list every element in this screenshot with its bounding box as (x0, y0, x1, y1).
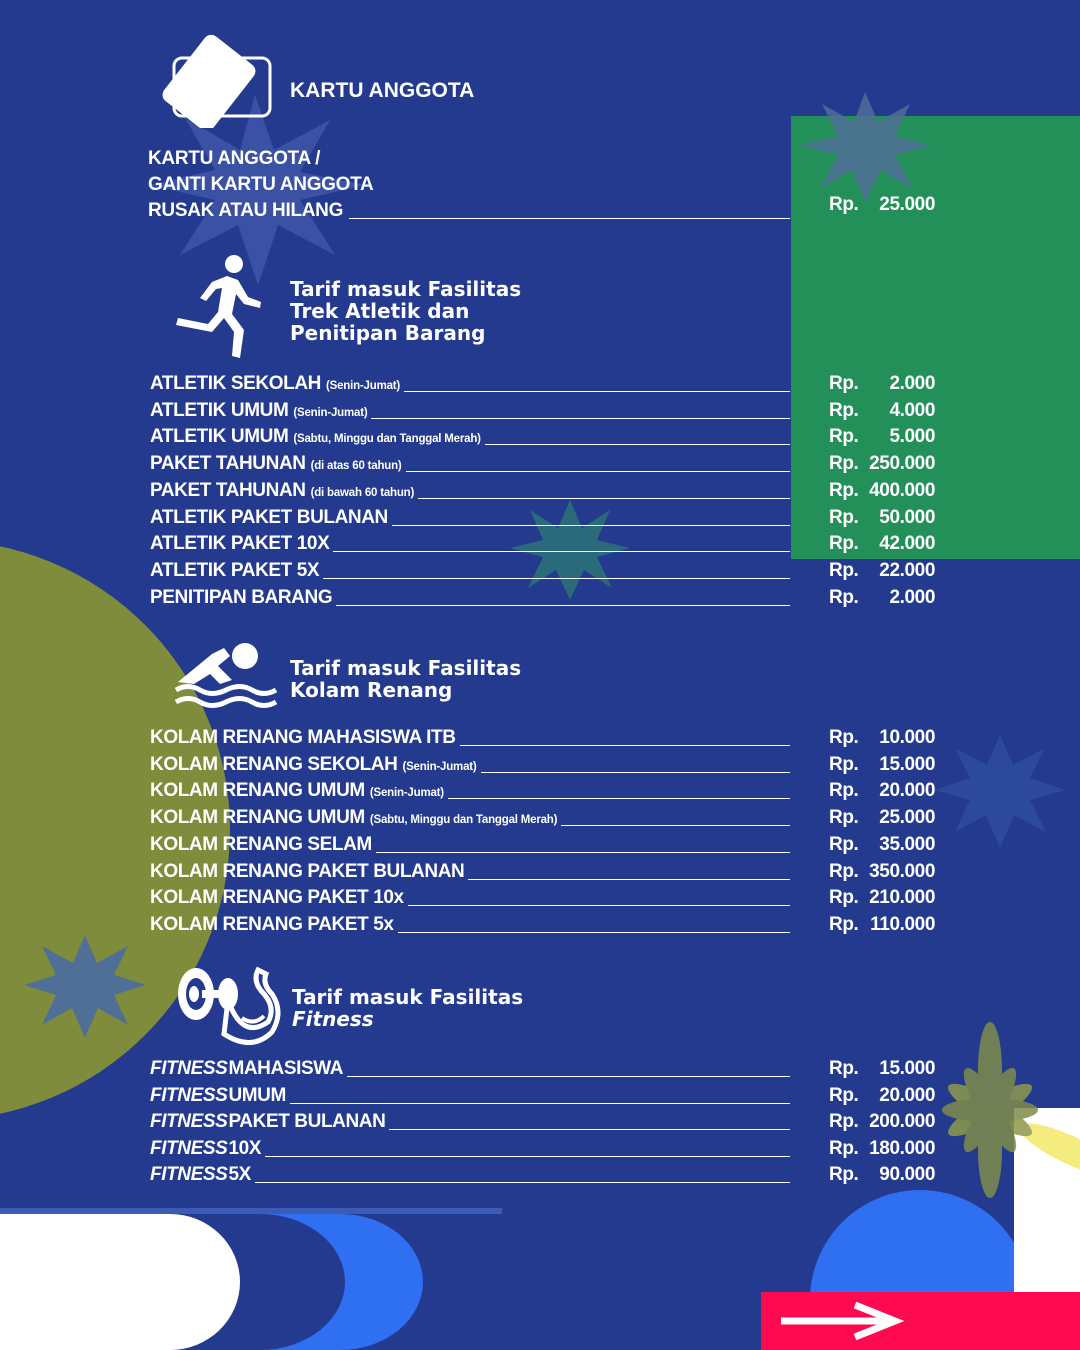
price-amount: 110.000 (870, 913, 935, 935)
item-price (829, 1164, 935, 1186)
item-price (829, 914, 935, 936)
item-name: 10X (228, 1137, 262, 1159)
price-label (150, 1085, 790, 1107)
membership-line1: KARTU ANGGOTA / (148, 148, 321, 169)
price-currency: Rp. (829, 887, 859, 909)
item-price (829, 754, 935, 776)
price-label (150, 373, 790, 395)
leader-line (468, 879, 790, 880)
membership-line2: GANTI KARTU ANGGOTA (148, 174, 374, 195)
item-name: KOLAM RENANG PAKET 10x (150, 887, 404, 909)
price-row (0, 780, 1080, 806)
item-price (829, 727, 935, 749)
price-row (0, 1138, 1080, 1164)
item-price (829, 400, 935, 422)
item-name: ATLETIK UMUM (150, 399, 289, 421)
item-name: ATLETIK PAKET 10X (150, 533, 330, 555)
runner-icon (172, 252, 272, 362)
leader-line (389, 1129, 790, 1130)
price-currency: Rp. (829, 373, 859, 394)
price-currency: Rp. (829, 913, 859, 935)
leader-line (376, 852, 790, 853)
price-row (0, 453, 1080, 479)
price-amount: 5.000 (889, 426, 935, 448)
fitness-prefix: FITNESS (150, 1137, 228, 1159)
item-name: PAKET BULANAN (228, 1111, 386, 1132)
price-amount: 25.000 (879, 807, 935, 829)
item-name: KOLAM RENANG UMUM (150, 807, 365, 829)
item-name: 5X (228, 1164, 251, 1185)
price-amount: 10.000 (879, 727, 935, 748)
price-currency: Rp. (829, 860, 859, 882)
leader-line (255, 1182, 790, 1183)
membership-title: KARTU ANGGOTA (290, 79, 475, 102)
price-amount: 15.000 (879, 753, 935, 775)
price-currency: Rp. (829, 1058, 859, 1079)
item-price (829, 373, 935, 395)
membership-line3: RUSAK ATAU HILANG (148, 200, 344, 221)
price-amount: 250.000 (869, 453, 935, 475)
fitness-prefix: FITNESS (150, 1111, 228, 1132)
item-name: PAKET TAHUNAN (150, 453, 306, 475)
leader-line (460, 745, 790, 746)
price-label (150, 807, 790, 829)
price-row (0, 914, 1080, 940)
price-label (150, 727, 790, 749)
price-label (150, 1111, 790, 1133)
item-price (829, 426, 935, 448)
leader-line (336, 605, 790, 606)
item-price (829, 453, 935, 475)
leader-line (561, 825, 790, 826)
price-currency: Rp. (829, 559, 859, 581)
fitness-title: Tarif masuk Fasilitas Fitness (292, 985, 524, 1031)
arrow-right-icon (777, 1301, 907, 1341)
price-row (0, 533, 1080, 559)
leader-line (347, 1076, 790, 1077)
price-label (150, 1058, 790, 1080)
price-label (150, 754, 790, 776)
fitness-prefix: FITNESS (150, 1164, 228, 1185)
item-name: ATLETIK SEKOLAH (150, 373, 321, 394)
price-label (150, 1138, 790, 1160)
item-price (829, 861, 935, 883)
item-note: (Sabtu, Minggu dan Tanggal Merah) (293, 433, 481, 446)
membership-price: Rp. 25.000 (829, 194, 935, 215)
item-name: KOLAM RENANG UMUM (150, 780, 365, 802)
leader-line (392, 525, 790, 526)
leader-line (406, 471, 790, 472)
price-amount: 20.000 (879, 1084, 935, 1106)
price-row (0, 426, 1080, 452)
item-name: KOLAM RENANG PAKET 5x (150, 913, 394, 935)
price-amount: 90.000 (879, 1164, 935, 1185)
price-row (0, 560, 1080, 586)
price-label (150, 453, 790, 475)
price-currency: Rp. (829, 780, 859, 802)
price-currency: Rp. (829, 506, 859, 528)
leader-line (408, 905, 790, 906)
item-name: UMUM (228, 1084, 286, 1106)
price-amount: 4.000 (889, 399, 935, 421)
price-row (0, 834, 1080, 860)
price-currency: Rp. (829, 399, 859, 421)
price-label (150, 533, 790, 555)
price-amount: 15.000 (879, 1058, 935, 1079)
item-note: (Senin-Jumat) (293, 406, 368, 419)
star-decor-topright (800, 92, 930, 202)
price-label (150, 480, 790, 502)
swimmer-icon (172, 640, 282, 715)
price-amount: 20.000 (879, 780, 935, 802)
white-pill-decor (0, 1214, 240, 1350)
price-amount: 180.000 (869, 1137, 935, 1159)
price-row (0, 1058, 1080, 1084)
price-row (0, 727, 1080, 753)
price-currency: Rp. (829, 833, 859, 855)
price-row (0, 507, 1080, 533)
price-amount: 350.000 (869, 860, 935, 882)
leader-line (371, 418, 790, 419)
item-note: (di bawah 60 tahun) (310, 486, 415, 499)
item-note: (Sabtu, Minggu dan Tanggal Merah) (369, 814, 558, 827)
item-note: (Senin-Jumat) (402, 760, 477, 773)
item-price (829, 807, 935, 829)
price-label (150, 426, 790, 448)
fitness-prefix: FITNESS (150, 1084, 228, 1106)
item-note: (di atas 60 tahun) (310, 460, 402, 473)
price-row (0, 1164, 1080, 1190)
membership-price-row (0, 194, 1080, 220)
item-price (829, 1138, 935, 1160)
price-amount: 400.000 (869, 479, 935, 501)
price-currency: Rp. (829, 727, 859, 748)
item-price (829, 887, 935, 909)
card-icon (160, 28, 280, 128)
leader-line (418, 498, 790, 499)
item-note: (Senin-Jumat) (369, 787, 444, 800)
item-price (829, 533, 935, 555)
item-name: PAKET TAHUNAN (150, 479, 306, 501)
price-row (0, 1111, 1080, 1137)
price-currency: Rp. (829, 1137, 859, 1159)
leader-line (265, 1156, 790, 1157)
price-row (0, 887, 1080, 913)
price-label (150, 1164, 790, 1186)
price-amount: 50.000 (879, 506, 935, 528)
item-price (829, 507, 935, 529)
item-price (829, 1111, 935, 1133)
price-row (0, 754, 1080, 780)
fitness-prefix: FITNESS (150, 1058, 228, 1079)
leader-line (290, 1103, 790, 1104)
price-label (150, 861, 790, 883)
leader-line (481, 772, 790, 773)
price-row (0, 861, 1080, 887)
athletics-title: Tarif masuk Fasilitas Trek Atletik dan Penitipan Barang (290, 277, 522, 345)
price-label (150, 887, 790, 909)
price-label (150, 507, 790, 529)
price-currency: Rp. (829, 586, 859, 608)
price-amount: 200.000 (869, 1111, 935, 1132)
item-name: ATLETIK UMUM (150, 426, 289, 448)
item-price (829, 834, 935, 856)
item-price (829, 560, 935, 582)
item-name: ATLETIK PAKET BULANAN (150, 506, 388, 528)
item-name: ATLETIK PAKET 5X (150, 559, 320, 581)
item-name: KOLAM RENANG SEKOLAH (150, 753, 398, 775)
thin-line-decor (0, 1208, 502, 1214)
item-name: PENITIPAN BARANG (150, 586, 333, 608)
leader-line (398, 932, 790, 933)
dumbbell-arm-icon (172, 960, 282, 1050)
item-price (829, 480, 935, 502)
item-name: KOLAM RENANG SELAM (150, 833, 372, 855)
price-row (0, 480, 1080, 506)
item-note: (Senin-Jumat) (325, 380, 401, 392)
price-amount: 210.000 (869, 887, 935, 909)
leader-line (333, 551, 790, 552)
item-price (829, 587, 935, 609)
price-label (150, 560, 790, 582)
leader-line (485, 444, 790, 445)
price-row (0, 1085, 1080, 1111)
leader-line (323, 578, 790, 579)
price-label (150, 834, 790, 856)
price-currency: Rp. (829, 533, 859, 555)
price-amount: 2.000 (889, 586, 935, 608)
item-price (829, 1058, 935, 1080)
leader-line (448, 798, 790, 799)
price-currency: Rp. (829, 1084, 859, 1106)
price-amount: 2.000 (889, 373, 935, 394)
price-amount: 42.000 (879, 533, 935, 555)
item-price (829, 1085, 935, 1107)
price-row (0, 807, 1080, 833)
price-currency: Rp. (829, 1164, 859, 1185)
price-currency: Rp. (829, 1111, 859, 1132)
price-amount: 22.000 (879, 559, 935, 581)
price-amount: 35.000 (879, 833, 935, 855)
price-label (150, 780, 790, 802)
next-button[interactable] (761, 1292, 1080, 1350)
price-row (0, 373, 1080, 399)
price-currency: Rp. (829, 807, 859, 829)
price-currency: Rp. (829, 753, 859, 775)
price-label (150, 587, 790, 609)
price-currency: Rp. (829, 426, 859, 448)
price-label (150, 914, 790, 936)
item-name: KOLAM RENANG PAKET BULANAN (150, 860, 465, 882)
price-currency: Rp. (829, 453, 859, 475)
item-name: MAHASISWA (228, 1058, 344, 1079)
price-row (0, 400, 1080, 426)
price-row (0, 587, 1080, 613)
pool-title: Tarif masuk Fasilitas Kolam Renang (290, 656, 522, 702)
price-currency: Rp. (829, 479, 859, 501)
item-name: KOLAM RENANG MAHASISWA ITB (150, 727, 456, 748)
price-label (150, 400, 790, 422)
item-price (829, 780, 935, 802)
leader-line (404, 391, 790, 392)
